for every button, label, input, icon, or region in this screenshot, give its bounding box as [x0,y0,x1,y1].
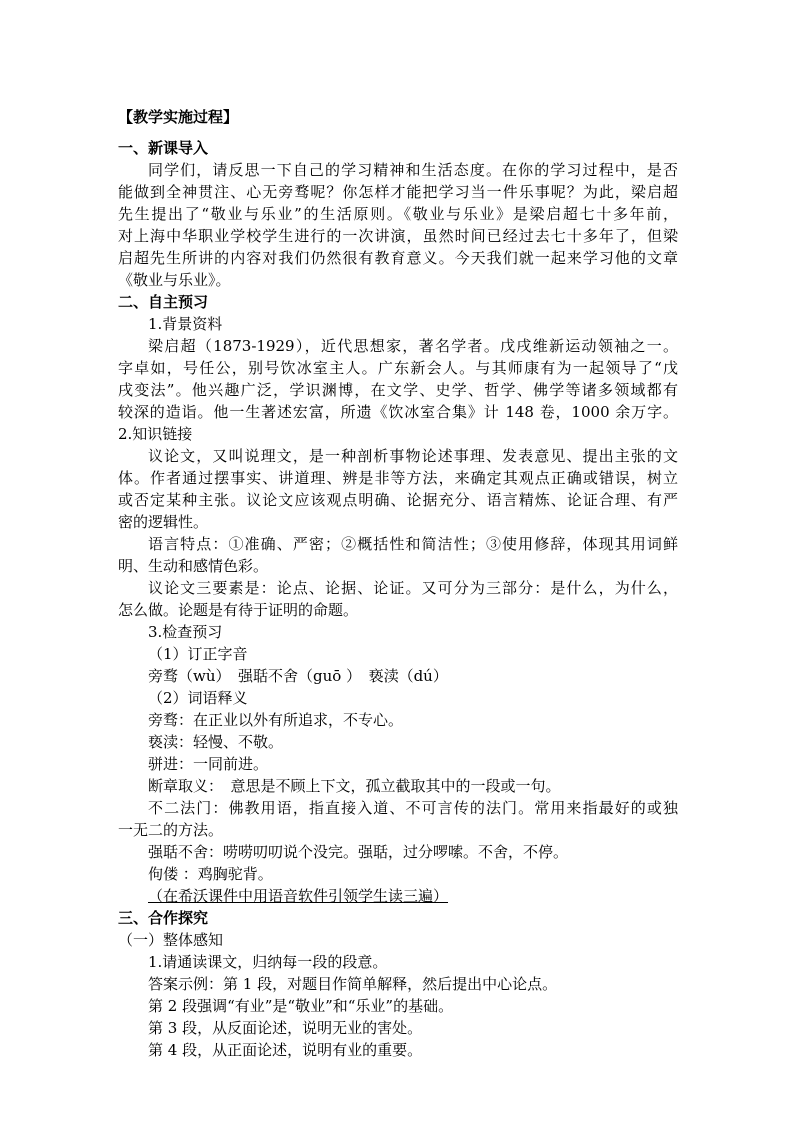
paragraph-line: 怎么做。论题是有待于证明的命题。 [118,601,359,619]
answer-line: 第 3 段，从反面论述，说明无业的害处。 [148,1019,423,1037]
paragraph-line: 或否定某种主张。议论文应该观点明确、论据充分、语言精炼、论证合理、有严 [118,491,678,509]
pronunciation-line: 旁骛（wù） 强聒不舍（guō ） 亵渎（dú） [148,667,448,685]
heading-cooperative: 三、合作探究 [118,909,209,927]
question-line: 1.请通读课文，归纳每一段的段意。 [148,953,388,971]
paragraph-line: 《敬业与乐业》。 [118,271,231,289]
subheading-knowledge: 2.知识链接 [118,425,193,443]
answer-line: 答案示例：第 1 段，对题目作简单解释，然后提出中心论点。 [148,975,558,993]
subheading-definitions: （2）词语释义 [148,689,248,707]
paragraph-line: 对上海中华职业学校学生进行的一次讲演，虽然时间已经过去七十多年了，但梁 [118,227,678,245]
definition-item: 不二法门：佛教用语，指直接入道、不可言传的法门。常用来指最好的或独 [148,799,678,817]
definition-item: 断章取义： 意思是不顾上下文，孤立截取其中的一段或一句。 [148,777,561,795]
paragraph-line: 密的逻辑性。 [118,513,209,531]
heading-self-study: 二、自主预习 [118,293,209,311]
definition-item: 强聒不舍：唠唠叨叨说个没完。强聒，过分啰嗦。不舍，不停。 [148,843,569,861]
answer-line: 第 2 段强调“有业”是“敬业”和“乐业”的基础。 [148,997,454,1015]
subheading-background: 1.背景资料 [148,315,223,333]
paragraph-line: 能做到全神贯注、心无旁骛呢？你怎样才能把学习当一件乐事呢？为此，梁启超 [118,183,678,201]
paragraph-line: 议论文，又叫说理文，是一种剖析事物论述事理、发表意见、提出主张的文 [148,447,678,465]
paragraph-line: 启超先生所讲的内容对我们仍然很有教育意义。今天我们就一起来学习他的文章 [118,249,678,267]
paragraph-line: 体。作者通过摆事实、讲道理、辨是非等方法，来确定其观点正确或错误，树立 [118,469,678,487]
teaching-note: （在希沃课件中用语音软件引领学生读三遍） [148,887,449,905]
paragraph-line: 语言特点：①准确、严密；②概括性和简洁性；③使用修辞，体现其用词鲜 [148,535,678,553]
subheading-pronunciation: （1）订正字音 [148,645,248,663]
subheading-overall: （一）整体感知 [118,931,224,949]
paragraph-line: 同学们，请反思一下自己的学习精神和生活态度。在你的学习过程中，是否 [148,161,678,179]
paragraph-line: 字卓如，号任公，别号饮冰室主人。广东新会人。与其师康有为一起领导了“戊 [118,359,678,377]
paragraph-line: 明、生动和感情色彩。 [118,557,269,575]
definition-item-cont: 一无二的方法。 [118,821,224,839]
subheading-check: 3.检查预习 [148,623,223,641]
definition-item: 骈进：一同前进。 [148,755,269,773]
definition-item: 旁骛：在正业以外有所追求，不专心。 [148,711,404,729]
definition-item: 亵渎：轻慢、不敬。 [148,733,284,751]
paragraph-line: 议论文三要素是：论点、论据、论证。又可分为三部分：是什么，为什么， [148,579,678,597]
heading-new-lesson: 一、新课导入 [118,139,209,157]
definition-item: 佝偻 ：鸡胸驼背。 [148,865,273,883]
section-title: 【教学实施过程】 [118,108,239,126]
paragraph-line: 梁启超（1873-1929），近代思想家，著名学者。戊戌维新运动领袖之一。 [148,337,678,355]
paragraph-line: 先生提出了“敬业与乐业”的生活原则。《敬业与乐业》是梁启超七十多年前， [118,205,678,223]
paragraph-line: 戌变法”。他兴趣广泛，学识渊博，在文学、史学、哲学、佛学等诸多领域都有 [118,381,678,399]
answer-line: 第 4 段，从正面论述，说明有业的重要。 [148,1041,423,1059]
paragraph-line: 较深的造诣。他一生著述宏富，所遗《饮冰室合集》计 148 卷，1000 余万字。 [118,403,678,421]
